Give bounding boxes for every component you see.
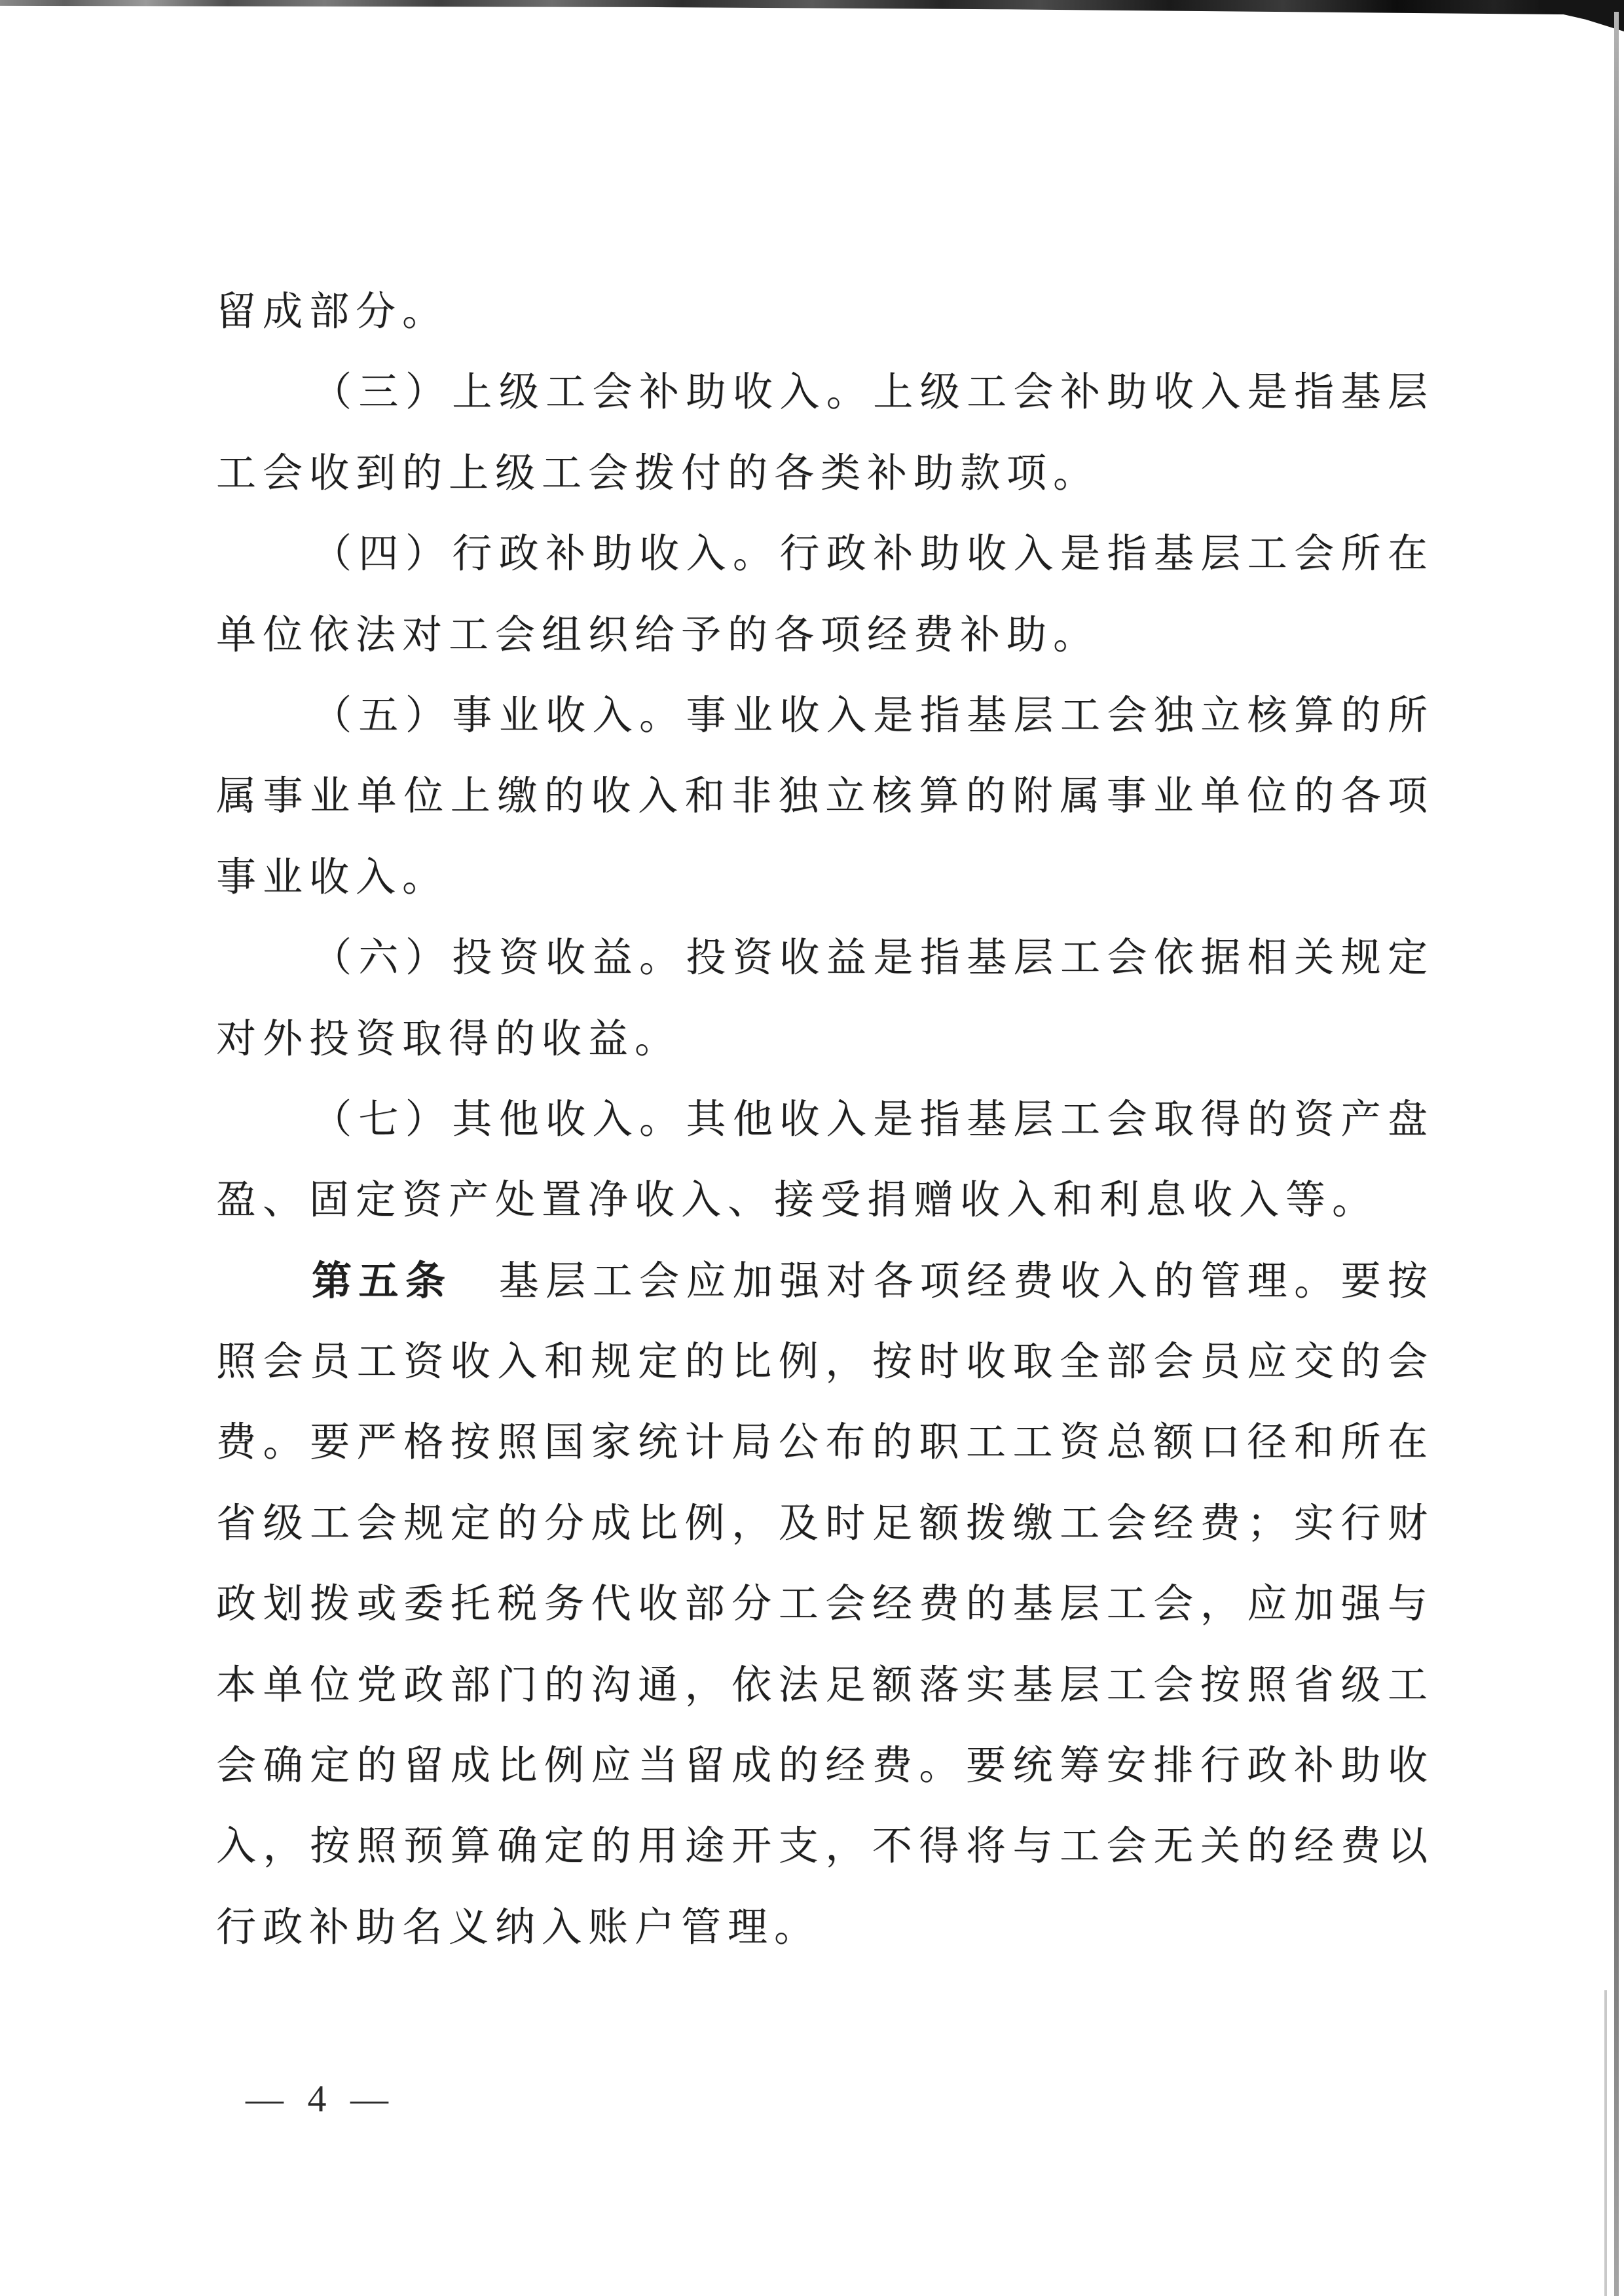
text-line-21: 行政补助名义纳入账户管理。 (216, 1905, 821, 1950)
article-5-number: 第五条 (312, 1259, 452, 1303)
page-number: — 4 — (246, 2077, 390, 2120)
text-line-19: 会确定的留成比例应当留成的经费。要统筹安排行政补助收 (216, 1744, 1428, 1789)
text-line-7: 属事业单位上缴的收入和非独立核算的附属事业单位的各项 (216, 774, 1428, 819)
scan-artifact-right-edge-line-2 (1604, 1990, 1607, 2296)
text-line-11: （七）其他收入。其他收入是指基层工会取得的资产盘 (312, 1097, 1428, 1142)
text-line-18: 本单位党政部门的沟通，依法足额落实基层工会按照省级工 (216, 1663, 1428, 1707)
text-line-17: 政划拨或委托税务代收部分工会经费的基层工会，应加强与 (216, 1582, 1428, 1627)
scan-artifact-right-edge-line (1614, 12, 1619, 2296)
page-footer (246, 2066, 390, 2132)
text-line-2: （三）上级工会补助收入。上级工会补助收入是指基层 (312, 371, 1428, 415)
text-line-1: 留成部分。 (216, 290, 449, 334)
text-line-12: 盈、固定资产处置净收入、接受捐赠收入和利息收入等。 (216, 1178, 1379, 1223)
text-line-10: 对外投资取得的收益。 (216, 1017, 682, 1061)
text-line-5: 单位依法对工会组织给予的各项经费补助。 (216, 613, 1100, 657)
text-line-6: （五）事业收入。事业收入是指基层工会独立核算的所 (312, 693, 1428, 738)
text-line-13 (216, 1241, 1428, 1322)
text-line-14: 照会员工资收入和规定的比例，按时收取全部会员应交的会 (216, 1340, 1428, 1385)
text-line-9: （六）投资收益。投资收益是指基层工会依据相关规定 (312, 936, 1428, 981)
text-line-8: 事业收入。 (216, 855, 449, 900)
scan-artifact-top-right-corner (1539, 0, 1624, 31)
text-line-16: 省级工会规定的分成比例，及时足额拨缴工会经费；实行财 (216, 1501, 1428, 1546)
text-line-4: （四）行政补助收入。行政补助收入是指基层工会所在 (312, 532, 1428, 577)
article-5-lead-text: 基层工会应加强对各项经费收入的管理。要按 (452, 1259, 1428, 1303)
text-line-3: 工会收到的上级工会拨付的各类补助款项。 (216, 451, 1100, 496)
scan-artifact-top-band (0, 0, 1624, 17)
text-line-20: 入，按照预算确定的用途开支，不得将与工会无关的经费以 (216, 1825, 1428, 1869)
text-line-15: 费。要严格按照国家统计局公布的职工工资总额口径和所在 (216, 1421, 1428, 1465)
document-body (216, 272, 1428, 1968)
